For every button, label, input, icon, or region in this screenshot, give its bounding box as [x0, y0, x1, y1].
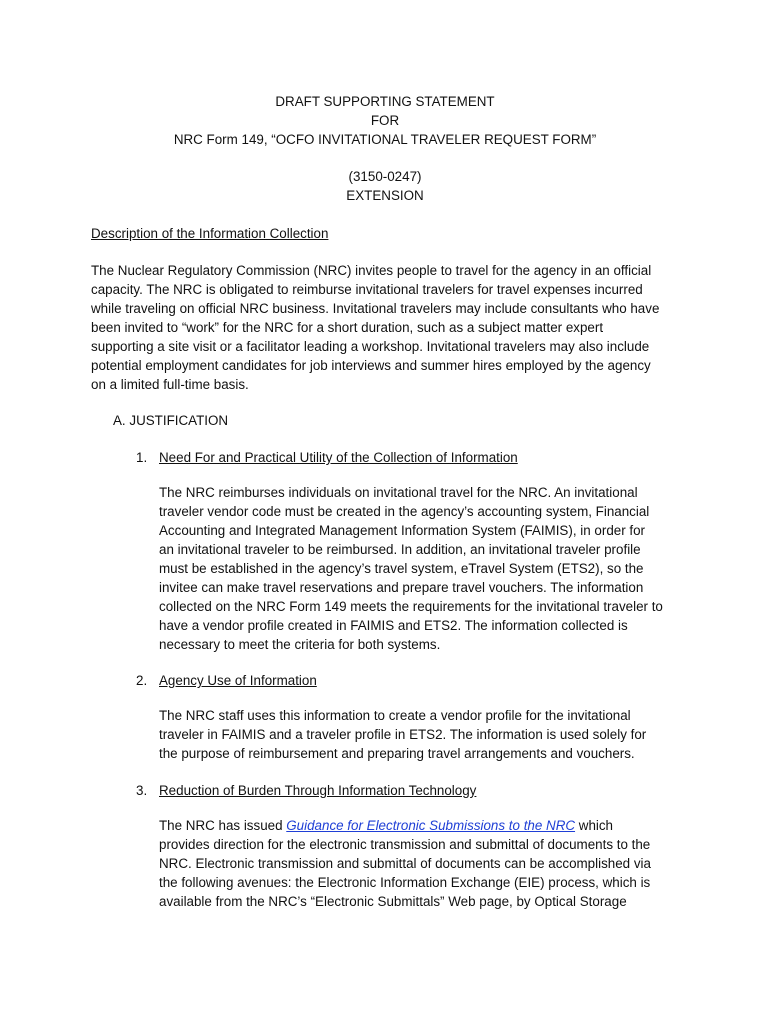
item-1-title: Need For and Practical Utility of the Collection of Information [159, 450, 518, 465]
paragraph-line: the purpose of reimbursement and preparing travel arrangements and vouchers. [159, 746, 635, 761]
item-3-title: Reduction of Burden Through Information Technology [159, 783, 477, 798]
paragraph-line: The Nuclear Regulatory Commission (NRC) invites people to travel for the agency in an official [91, 263, 652, 278]
paragraph-line: traveler vendor code must be created in the agency’s accounting system, Financial [159, 504, 650, 519]
paragraph-line: Accounting and Integrated Management Information System (FAIMIS), in order for [159, 523, 646, 538]
title-line-2: FOR [370, 113, 400, 128]
title-line-3: NRC Form 149, “OCFO INVITATIONAL TRAVELER REQUEST FORM” [173, 132, 597, 147]
text-run: The NRC has issued [159, 818, 287, 833]
paragraph-line: The NRC reimburses individuals on invitational travel for the NRC. An invitational [159, 485, 638, 500]
text-run: which [575, 818, 614, 833]
item-2-title: Agency Use of Information [159, 673, 317, 688]
paragraph-line: while traveling on official NRC business. Invitational travelers may include consultants who have [91, 301, 660, 316]
paragraph-line [159, 816, 613, 835]
paragraph-line: capacity. The NRC is obligated to reimburse invitational travelers for travel expenses incurred [91, 282, 643, 297]
title-line-1: DRAFT SUPPORTING STATEMENT [275, 94, 495, 109]
paragraph-line: been invited to “work” for the NRC for a short duration, such as a subject matter expert [91, 320, 604, 335]
paragraph-line: on a limited full-time basis. [91, 377, 249, 392]
paragraph-line: collected on the NRC Form 149 meets the requirements for the invitational traveler to [159, 599, 663, 614]
paragraph-line: available from the NRC’s “Electronic Submittals” Web page, by Optical Storage [159, 894, 627, 909]
paragraph-line: potential employment candidates for job interviews and summer hires employed by the agency [91, 358, 651, 373]
paragraph-line: NRC. Electronic transmission and submittal of documents can be accomplished via [159, 856, 651, 871]
item-number: 1. [136, 450, 148, 465]
extension-label: EXTENSION [346, 188, 424, 203]
item-number: 3. [136, 783, 148, 798]
paragraph-line: necessary to meet the criteria for both systems. [159, 637, 441, 652]
description-heading: Description of the Information Collection [91, 226, 329, 241]
item-number: 2. [136, 673, 148, 688]
paragraph-line: invitee can make travel reservations and prepare travel vouchers. The information [159, 580, 644, 595]
guidance-link[interactable]: Guidance for Electronic Submissions to the NRC [286, 818, 576, 833]
paragraph-line: supporting a site visit or a facilitator leading a workshop. Invitational travelers may also include [91, 339, 650, 354]
paragraph-line: have a vendor profile created in FAIMIS and ETS2. The information collected is [159, 618, 628, 633]
paragraph-line: provides direction for the electronic transmission and submittal of documents to the [159, 837, 651, 852]
paragraph-line: traveler in FAIMIS and a traveler profile in ETS2. The information is used solely for [159, 727, 647, 742]
paragraph-line: an invitational traveler to be reimbursed. In addition, an invitational traveler profile [159, 542, 641, 557]
omb-number: (3150-0247) [348, 169, 422, 184]
paragraph-line: must be established in the agency’s travel system, eTravel System (ETS2), so the [159, 561, 644, 576]
paragraph-line: the following avenues: the Electronic Information Exchange (EIE) process, which is [159, 875, 651, 890]
paragraph-line: The NRC staff uses this information to create a vendor profile for the invitational [159, 708, 631, 723]
section-a-heading: A. JUSTIFICATION [113, 413, 229, 428]
